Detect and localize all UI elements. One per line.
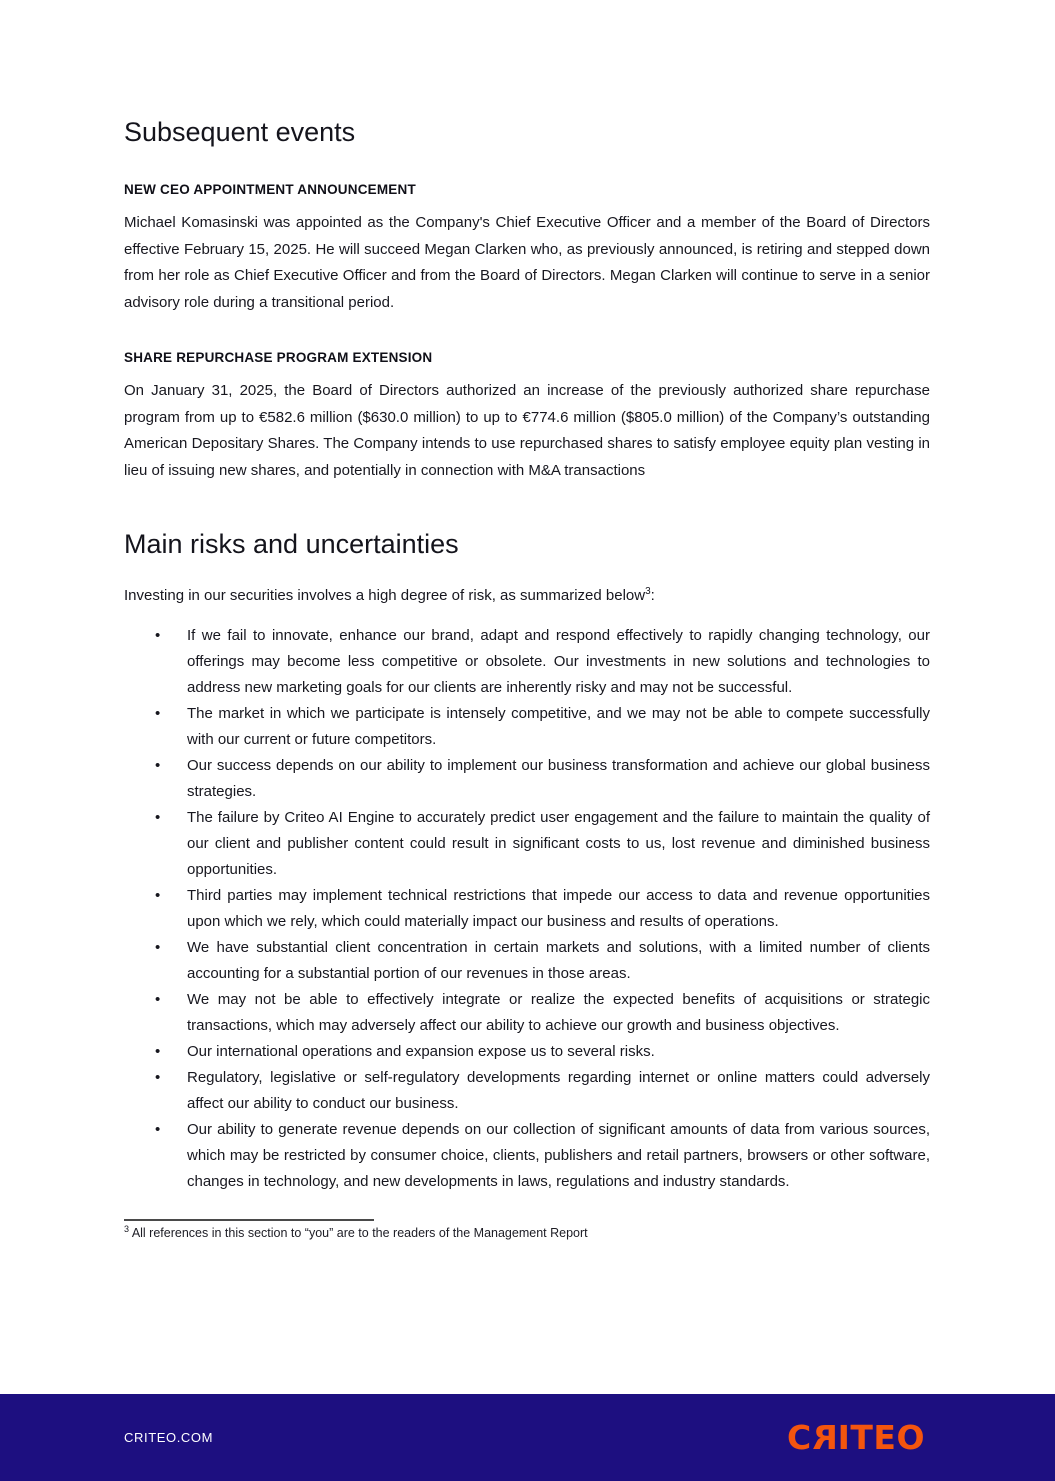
risk-bullet-item: • Regulatory, legislative or self-regulatory developments regarding internet or online matters could adversely affect our ability to conduct our business. xyxy=(124,1065,930,1117)
risk-bullet-list xyxy=(124,623,930,1195)
heading-share-repurchase-extension: SHARE REPURCHASE PROGRAM EXTENSION xyxy=(124,350,433,366)
risks-intro-line xyxy=(124,583,930,610)
footnote-line xyxy=(124,1226,930,1240)
page-footer xyxy=(0,1394,1055,1481)
section-title-subsequent-events: Subsequent events xyxy=(124,117,356,147)
criteo-logo-letters-iteo: ITEO xyxy=(837,1418,925,1457)
risk-bullet-item: • If we fail to innovate, enhance our brand, adapt and respond effectively to rapidly changing technology, our offerings may become less competitive or obsolete. Our investments in new solutions and technologies to address new marketing goals for our clients are inherently risky and may not be successful. xyxy=(124,623,930,701)
footnote-number: 3 xyxy=(124,1224,130,1235)
risk-bullet-item: • The failure by Criteo AI Engine to accurately predict user engagement and the failure to maintain the quality of our client and publisher content could result in significant costs to us, lost revenue and diminished business opportunities. xyxy=(124,805,930,883)
risk-bullet-item: • Our ability to generate revenue depends on our collection of significant amounts of data from various sources, which may be restricted by consumer choice, clients, publishers and retail partners, browsers or other software, changes in technology, and new developments in laws, regulations and industry standards. xyxy=(124,1117,930,1195)
footer-site-text: CRITEO.COM xyxy=(124,1430,214,1445)
paragraph-new-ceo: Michael Komasinski was appointed as the Company's Chief Executive Officer and a member of the Board of Directors effective February 15, 2025. He will succeed Megan Clarken who, as previously announced, is retiring and stepped down from her role as Chief Executive Officer and from the Board of Directors. Megan Clarken will continue to serve in a senior advisory role during a transitional period. xyxy=(124,214,930,311)
risks-intro-colon: : xyxy=(650,586,655,604)
footnote-divider xyxy=(124,1219,374,1221)
criteo-logo-letter-c: C xyxy=(786,1418,812,1457)
document-page xyxy=(0,116,1055,1457)
section-title-main-risks: Main risks and uncertainties xyxy=(124,529,459,560)
risk-bullet-item: • We have substantial client concentration in certain markets and solutions, with a limited number of clients accounting for a substantial portion of our revenues in those areas. xyxy=(124,935,930,987)
risk-bullet-item: • Our success depends on our ability to implement our business transformation and achieve our global business strategies. xyxy=(124,753,930,805)
paragraph-share-repurchase: On January 31, 2025, the Board of Directors authorized an increase of the previously authorized share repurchase program from up to €582.6 million ($630.0 million) to up to €774.6 million ($805.0 million) of the Company’s outstanding American Depositary Shares. The Company intends to use repurchased shares to satisfy employee equity plan vesting in lieu of issuing new shares, and potentially in connection with M&A transactions xyxy=(124,382,930,479)
heading-new-ceo-announcement: NEW CEO APPOINTMENT ANNOUNCEMENT xyxy=(124,182,416,198)
criteo-logo-letter-r-mirrored: R xyxy=(811,1418,838,1457)
footnote-reference-3: 3 xyxy=(645,585,651,597)
risks-intro-text: Investing in our securities involves a high degree of risk, as summarized below xyxy=(124,586,646,604)
risk-bullet-item: • The market in which we participate is intensely competitive, and we may not be able to compete successfully with our current or future competitors. xyxy=(124,701,930,753)
footnote-text: All references in this section to “you” are to the readers of the Management Report xyxy=(131,1226,588,1241)
report-content xyxy=(0,116,1055,1240)
risk-bullet-item: • Third parties may implement technical restrictions that impede our access to data and revenue opportunities upon which we rely, which could materially impact our business and results of operations. xyxy=(124,883,930,935)
risk-bullet-item: • We may not be able to effectively integrate or realize the expected benefits of acquisitions or strategic transactions, which may adversely affect our ability to achieve our growth and business objectives. xyxy=(124,987,930,1039)
risk-bullet-item: • Our international operations and expansion expose us to several risks. xyxy=(124,1039,930,1065)
criteo-logo xyxy=(786,1418,925,1457)
